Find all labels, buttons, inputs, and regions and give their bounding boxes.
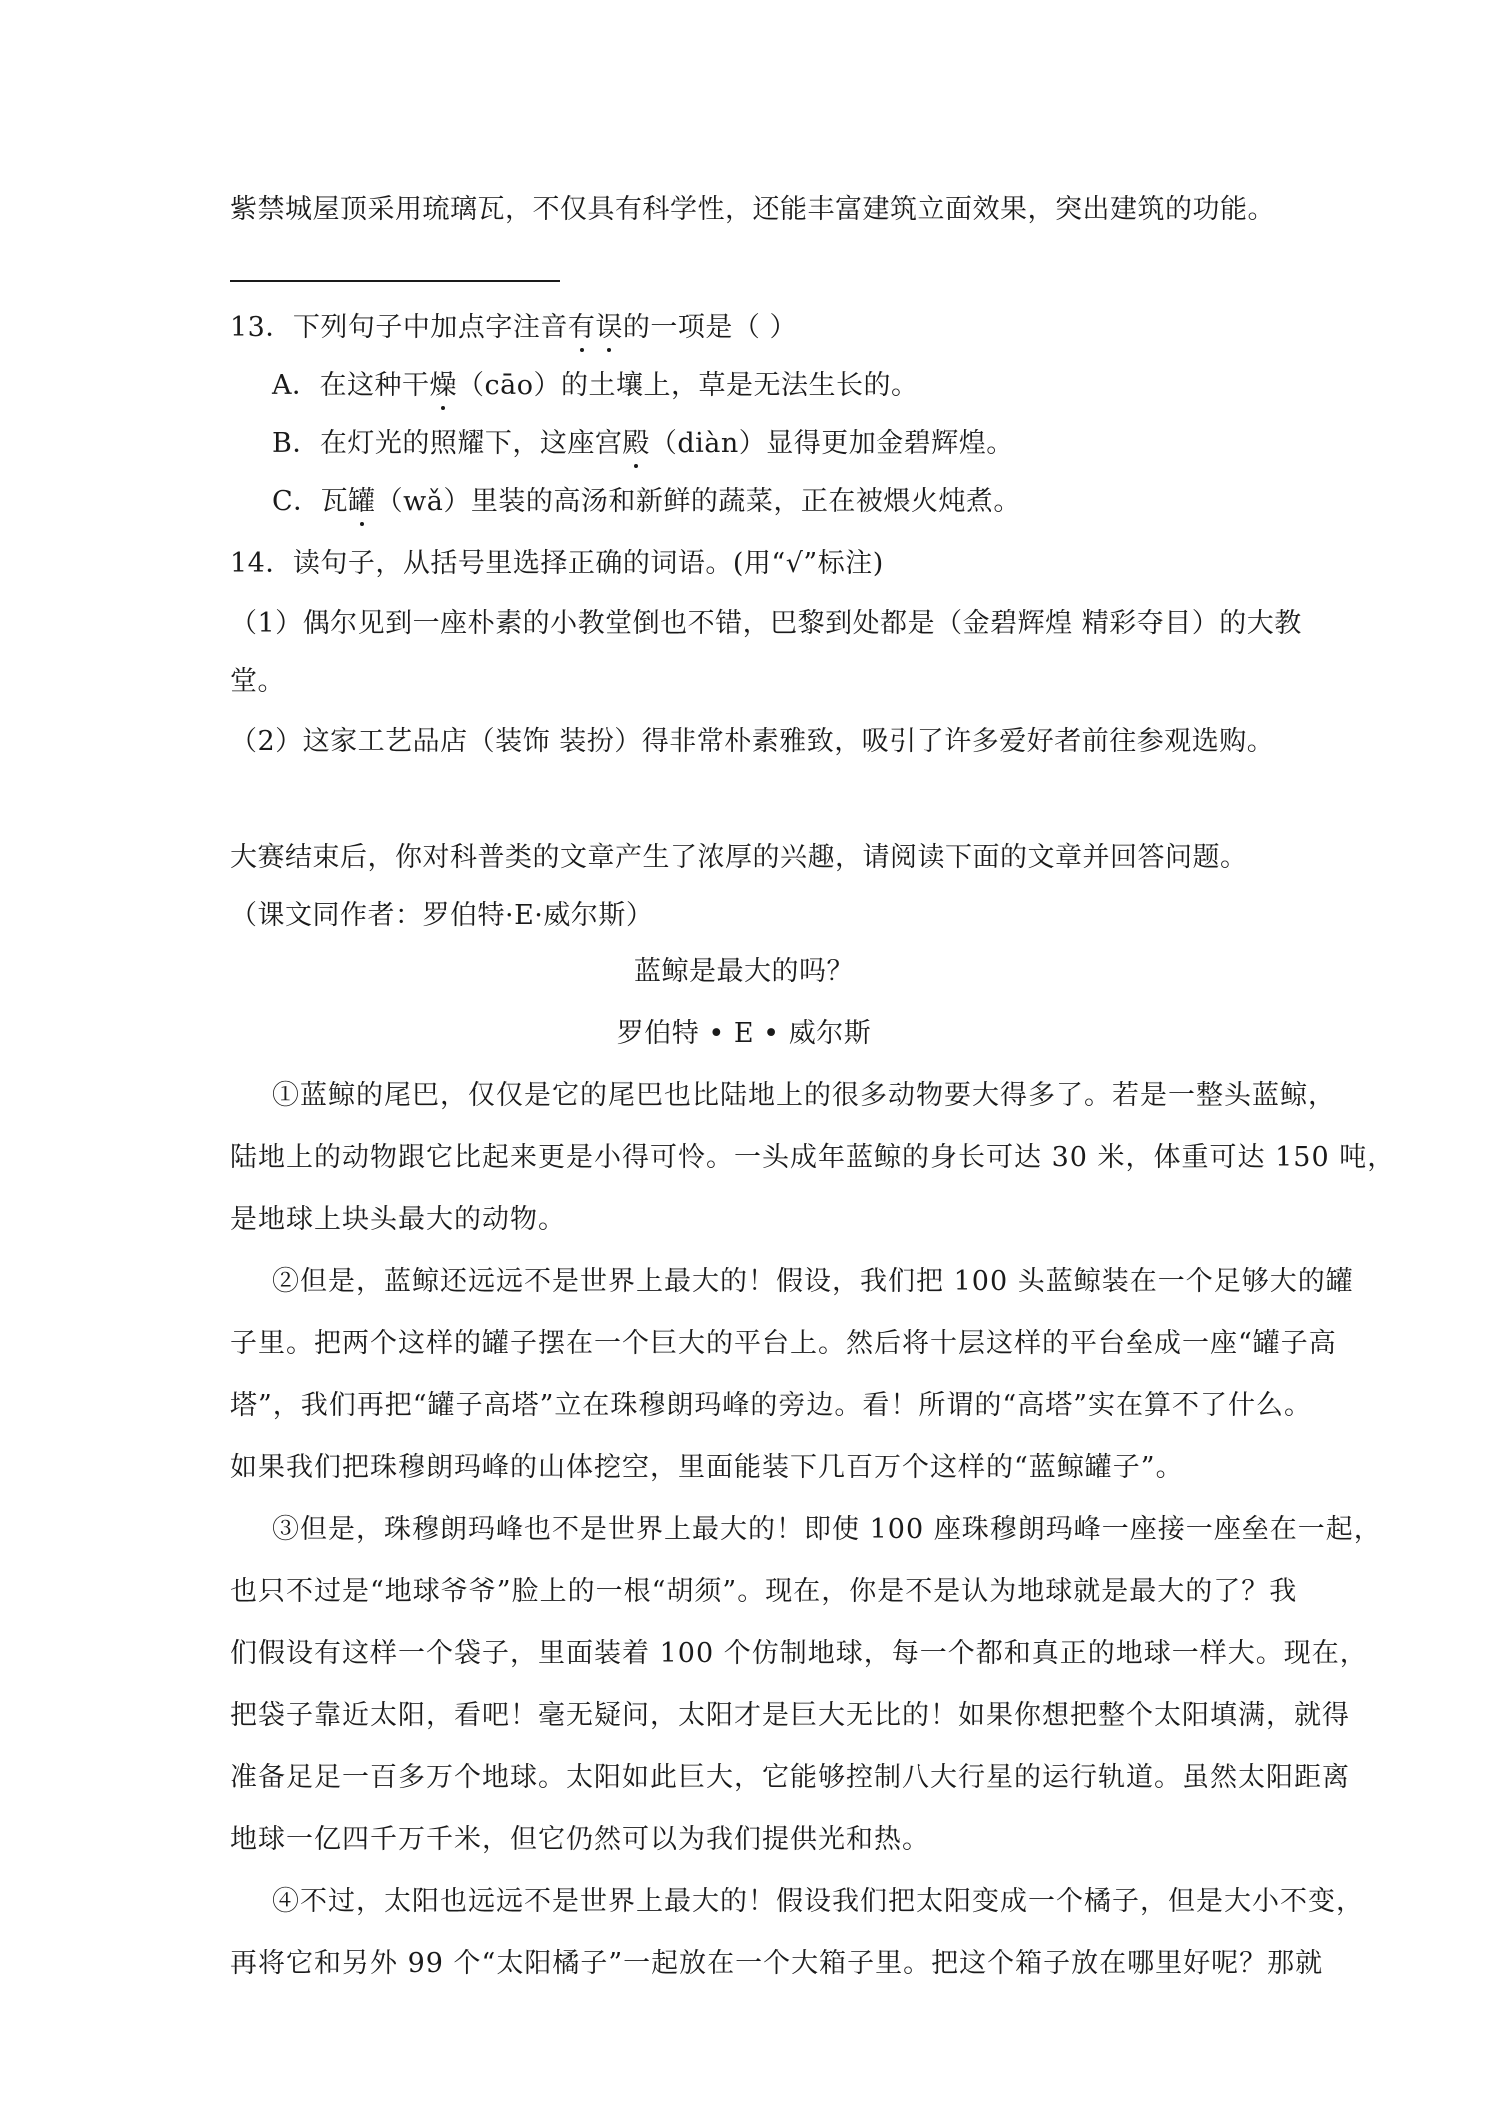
q14-sentence-1-line-2: 堂。 bbox=[230, 666, 285, 697]
q13-option-b bbox=[272, 426, 1014, 462]
article-line: 塔”，我们再把“罐子高塔”立在珠穆朗玛峰的旁边。看！所谓的“高塔”实在算不了什么。 bbox=[230, 1390, 1313, 1421]
q14-sentence-2: （2）这家工艺品店（装饰 装扮）得非常朴素雅致，吸引了许多爱好者前往参观选购。 bbox=[230, 726, 1275, 757]
article-line: 陆地上的动物跟它比起来更是小得可怜。一头成年蓝鲸的身长可达 30 米，体重可达 150 吨， bbox=[230, 1142, 1396, 1173]
article-line: 再将它和另外 99 个“太阳橘子”一起放在一个大箱子里。把这个箱子放在哪里好呢？那就 bbox=[230, 1948, 1324, 1979]
article-line: 是地球上块头最大的动物。 bbox=[230, 1204, 566, 1235]
q14-sentence-1-line-1: （1）偶尔见到一座朴素的小教堂倒也不错，巴黎到处都是（金碧辉煌 精彩夺目）的大教 bbox=[230, 608, 1302, 639]
article-line: 如果我们把珠穆朗玛峰的山体挖空，里面能装下几百万个这样的“蓝鲸罐子”。 bbox=[230, 1452, 1184, 1483]
q13-c-prefix: C．瓦 bbox=[272, 486, 349, 517]
q14-stem: 14．读句子，从括号里选择正确的词语。(用“√”标注) bbox=[230, 548, 884, 579]
article-line: 也只不过是“地球爷爷”脸上的一根“胡须”。现在，你是不是认为地球就是最大的了？我 bbox=[230, 1576, 1298, 1607]
article-title: 蓝鲸是最大的吗？ bbox=[634, 956, 854, 987]
article-author: 罗伯特 • E • 威尔斯 bbox=[616, 1018, 872, 1049]
article-line: 子里。把两个这样的罐子摆在一个巨大的平台上。然后将十层这样的平台垒成一座“罐子高 bbox=[230, 1328, 1337, 1359]
q13-option-c bbox=[272, 484, 1021, 520]
article-line: 地球一亿四千万千米，但它仍然可以为我们提供光和热。 bbox=[230, 1824, 930, 1855]
q13-stem bbox=[230, 310, 797, 346]
q13-stem-end: 的一项是（ ） bbox=[622, 312, 797, 343]
intro-line: 紫禁城屋顶采用琉璃瓦，不仅具有科学性，还能丰富建筑立面效果，突出建筑的功能。 bbox=[230, 194, 1275, 225]
q13-c-suffix: （wǎ）里装的高汤和新鲜的蔬菜，正在被煨火炖煮。 bbox=[375, 486, 1021, 517]
q13-b-dotted-char: 殿 bbox=[622, 426, 650, 462]
q13-stem-dotted-char-1: 有 bbox=[568, 310, 596, 346]
article-line: ①蓝鲸的尾巴，仅仅是它的尾巴也比陆地上的很多动物要大得多了。若是一整头蓝鲸， bbox=[272, 1080, 1336, 1111]
q13-b-suffix: （diàn）显得更加金碧辉煌。 bbox=[649, 428, 1014, 459]
q13-a-prefix: A．在这种干 bbox=[272, 370, 430, 401]
q13-option-a bbox=[272, 368, 918, 404]
article-line: ④不过，太阳也远远不是世界上最大的！假设我们把太阳变成一个橘子，但是大小不变， bbox=[272, 1886, 1364, 1917]
reading-note: （课文同作者：罗伯特·E·威尔斯） bbox=[230, 900, 654, 931]
q13-a-dotted-char: 燥 bbox=[430, 368, 458, 404]
q13-stem-start: 13．下列句子中加点字注音 bbox=[230, 312, 568, 343]
q13-stem-dotted-char-2: 误 bbox=[595, 310, 623, 346]
article-line: ②但是，蓝鲸还远远不是世界上最大的！假设，我们把 100 头蓝鲸装在一个足够大的罐 bbox=[272, 1266, 1354, 1297]
q13-a-suffix: （cāo）的土壤上，草是无法生长的。 bbox=[457, 370, 919, 401]
q13-c-dotted-char: 罐 bbox=[348, 484, 376, 520]
article-line: 把袋子靠近太阳，看吧！毫无疑问，太阳才是巨大无比的！如果你想把整个太阳填满，就得 bbox=[230, 1700, 1350, 1731]
article-line: ③但是，珠穆朗玛峰也不是世界上最大的！即使 100 座珠穆朗玛峰一座接一座垒在一起， bbox=[272, 1514, 1382, 1545]
article-line: 们假设有这样一个袋子，里面装着 100 个仿制地球，每一个都和真正的地球一样大。现在， bbox=[230, 1638, 1368, 1669]
q13-b-prefix: B．在灯光的照耀下，这座宫 bbox=[272, 428, 623, 459]
answer-blank-line bbox=[230, 280, 560, 282]
reading-lead: 大赛结束后，你对科普类的文章产生了浓厚的兴趣，请阅读下面的文章并回答问题。 bbox=[230, 842, 1248, 873]
article-line: 准备足足一百多万个地球。太阳如此巨大，它能够控制八大行星的运行轨道。虽然太阳距离 bbox=[230, 1762, 1350, 1793]
